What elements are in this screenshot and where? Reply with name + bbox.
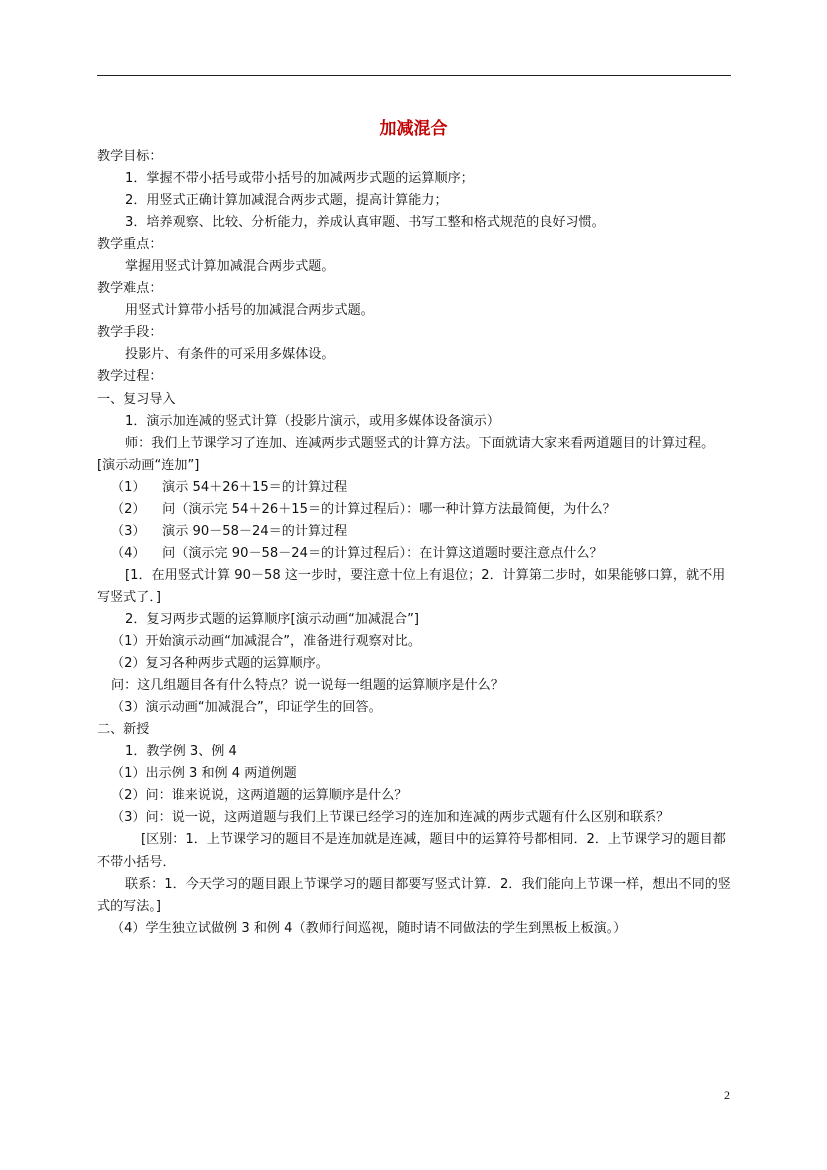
page-number: 2 <box>724 1088 730 1102</box>
step-item: （4）学生独立试做例 3 和例 4（教师行间巡视，随时请不同做法的学生到黑板上板演。） <box>111 920 627 936</box>
difficulty-text: 用竖式计算带小括号的加减混合两步式题。 <box>125 303 374 319</box>
step-item: （3）问：说一说，这两道题与我们上节课已经学习的连加和连减的两步式题有什么区别和联系？ <box>111 810 670 826</box>
step-item: （2）问：谁来说说，这两道题的运算顺序是什么？ <box>111 788 408 804</box>
question-line: 问：这几组题目各有什么特点？说一说每一组题的运算顺序是什么？ <box>111 678 504 694</box>
teacher-paragraph: 师：我们上节课学习了连加、连减两步式题竖式的计算方法。下面就请大家来看两道题目的计算过程。[演示动画“连加”] <box>97 435 715 473</box>
heading-key-points: 教学重点： <box>97 237 163 253</box>
step-item: （2）复习各种两步式题的运算顺序。 <box>111 656 329 672</box>
step-item: （4） 问（演示完 90－58－24＝的计算过程后）：在计算这道题时要注意点什么？ <box>111 545 603 561</box>
step-item: （1）开始演示动画“加减混合”，准备进行观察对比。 <box>111 634 421 650</box>
doc-title: 加减混合 <box>379 119 448 139</box>
heading-objectives: 教学目标： <box>97 149 163 164</box>
review-item: 1．演示加连减的竖式计算（投影片演示，或用多媒体设备演示） <box>125 413 500 429</box>
step-item: （3）演示动画“加减混合”，印证学生的回答。 <box>111 700 382 716</box>
objective-item: 3．培养观察、比较、分析能力，养成认真审题、书写工整和格式规范的良好习惯。 <box>125 215 605 231</box>
heading-difficulties: 教学难点： <box>97 281 163 297</box>
heading-teaching-means: 教学手段： <box>97 325 163 341</box>
document-body <box>97 146 731 940</box>
difference-paragraph: [区别：1．上节课学习的题目不是连加就是连减，题目中的运算符号都相同．2．上节课学习的题目都不带小括号． <box>97 832 726 870</box>
key-point-text: 掌握用竖式计算加减混合两步式题。 <box>125 259 335 275</box>
objective-item: 2．用竖式正确计算加减混合两步式题，提高计算能力； <box>125 193 448 209</box>
lesson-item: 1．教学例 3、例 4 <box>125 744 237 760</box>
header-rule <box>97 75 731 76</box>
review-item: 2．复习两步式题的运算顺序[演示动画“加减混合”] <box>125 611 419 627</box>
step-item: （3） 演示 90－58－24＝的计算过程 <box>111 523 348 539</box>
section-review: 一、复习导入 <box>97 391 176 407</box>
connection-paragraph: 联系：1．今天学习的题目跟上节课学习的题目都要写竖式计算．2．我们能向上节课一样，想出不同的竖式的写法。] <box>97 876 731 914</box>
objective-item: 1．掌握不带小括号或带小括号的加减两步式题的运算顺序； <box>125 171 474 187</box>
step-item: （2） 问（演示完 54＋26＋15＝的计算过程后）：哪一种计算方法最简便，为什么？ <box>111 501 616 517</box>
heading-process: 教学过程： <box>97 369 163 385</box>
teaching-means-text: 投影片、有条件的可采用多媒体设。 <box>125 347 335 363</box>
step-item: （1）出示例 3 和例 4 两道例题 <box>111 766 297 782</box>
step-item: （1） 演示 54＋26＋15＝的计算过程 <box>111 479 348 495</box>
note-paragraph: [1．在用竖式计算 90－58 这一步时，要注意十位上有退位；2．计算第二步时，如果能够口算，就不用写竖式了．] <box>97 567 726 605</box>
section-new-lesson: 二、新授 <box>97 722 150 738</box>
